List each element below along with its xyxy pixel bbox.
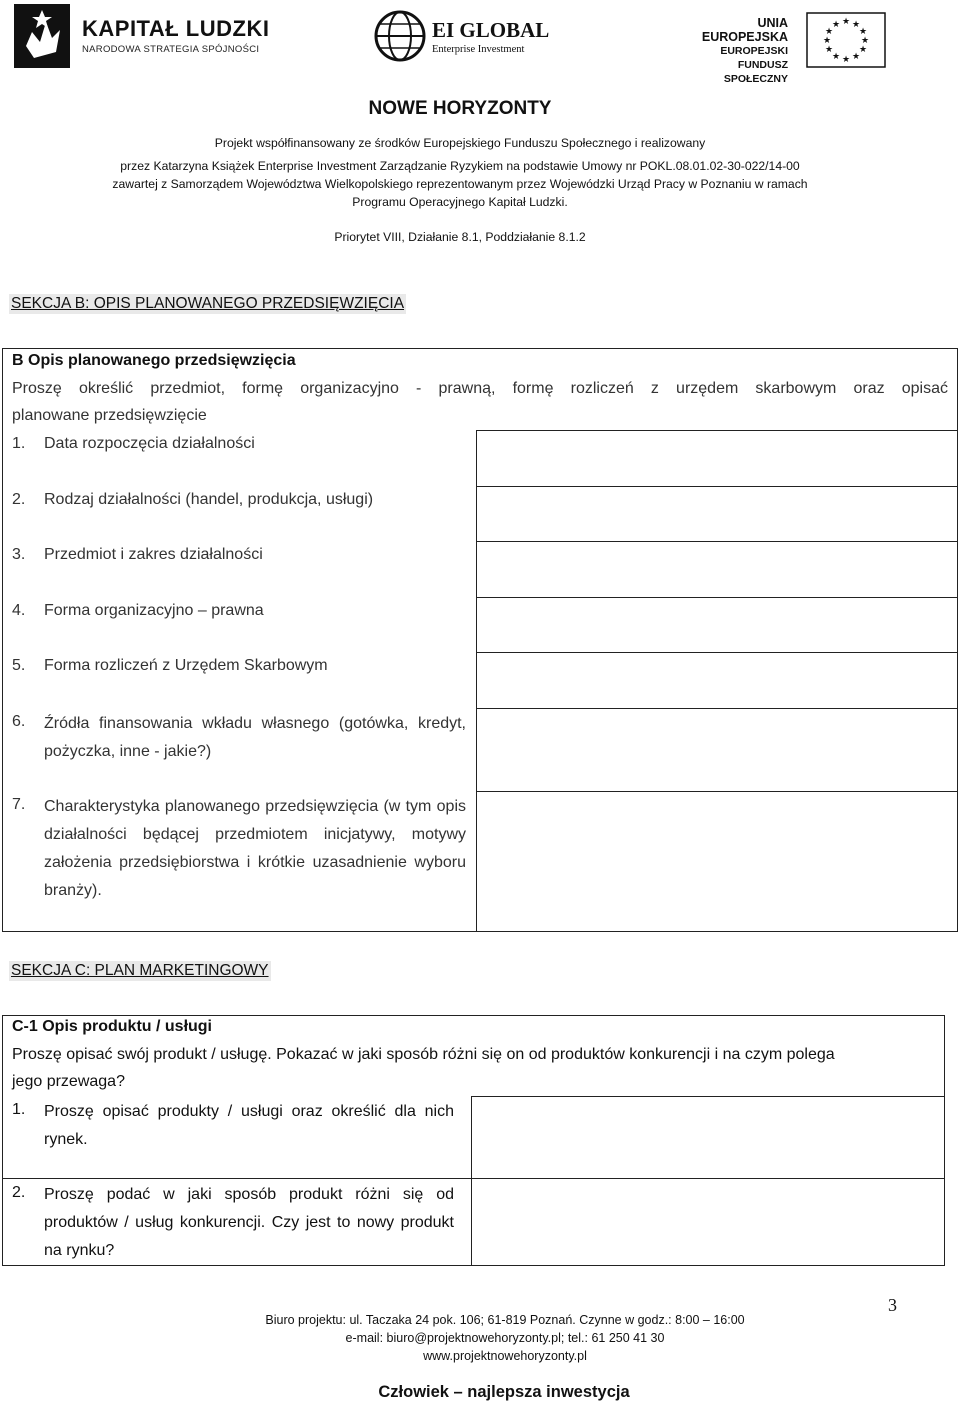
- row-divider: [471, 1096, 944, 1097]
- list-item: [12, 602, 25, 620]
- row-divider: [3, 1178, 944, 1179]
- priority-line: Priorytet VIII, Działanie 8.1, Poddziałanie 8.1.2: [334, 230, 586, 244]
- list-item: [12, 1101, 25, 1119]
- item-number: 7.: [12, 796, 26, 813]
- footer-contact: e-mail: biuro@projektnowehoryzonty.pl; tel.: 61 250 41 30: [345, 1331, 665, 1345]
- list-item: [12, 491, 25, 509]
- item-label: Forma rozliczeń z Urzędem Skarbowym: [44, 657, 328, 674]
- list-item: [12, 1184, 25, 1202]
- item-number: 2.: [12, 491, 26, 508]
- svg-text:★: ★: [858, 27, 868, 37]
- list-item: [12, 796, 25, 814]
- kapital-ludzki-logo: [12, 2, 270, 72]
- item-label: Przedmiot i zakres działalności: [44, 546, 263, 563]
- header-line-3: zawartej z Samorządem Województwa Wielkopolskiego reprezentowanym przez Wojewódzki Urząd Pracy w Poznaniu w ramach: [112, 177, 808, 191]
- item-label: Data rozpoczęcia działalności: [44, 435, 255, 452]
- svg-text:★: ★: [860, 36, 870, 46]
- answer-column-divider: [476, 430, 477, 931]
- svg-text:★: ★: [858, 45, 868, 55]
- section-c-intro-line2: jego przewaga?: [12, 1073, 125, 1090]
- section-c-box-title: C-1 Opis produktu / usługi: [12, 1018, 212, 1035]
- header-line-4: Programu Operacyjnego Kapitał Ludzki.: [352, 195, 568, 209]
- section-c-intro-line1: Proszę opisać swój produkt / usługę. Pokazać w jaki sposób różni się on od produktów konkurencji i na czym polega: [12, 1046, 835, 1063]
- section-b-heading: SEKCJA B: OPIS PLANOWANEGO PRZEDSIĘWZIĘCIA: [11, 295, 405, 312]
- eu-flag-icon: [806, 12, 886, 68]
- svg-text:★: ★: [831, 52, 841, 62]
- svg-text:★: ★: [822, 36, 832, 46]
- kapital-ludzki-title: KAPITAŁ LUDZKI: [82, 16, 270, 41]
- item-label: Proszę opisać produkty / usługi oraz określić dla nich rynek.: [44, 1103, 454, 1148]
- header-line-2: przez Katarzyna Książek Enterprise Investment Zarządzanie Ryzykiem na podstawie Umowy nr POKL.08.01.02-30-022/14-00: [120, 159, 800, 173]
- row-divider: [476, 597, 957, 598]
- kapital-ludzki-emblem-icon: [12, 2, 74, 70]
- item-number: 2.: [12, 1184, 26, 1201]
- svg-text:★: ★: [824, 27, 834, 37]
- answer-column-divider: [471, 1096, 472, 1265]
- item-label: Rodzaj działalności (handel, produkcja, usługi): [44, 491, 374, 508]
- svg-text:★: ★: [824, 45, 834, 55]
- item-number: 3.: [12, 546, 26, 563]
- item-number: 5.: [12, 657, 26, 674]
- unia-line1: UNIA EUROPEJSKA: [701, 16, 788, 44]
- row-divider: [476, 791, 957, 792]
- row-divider: [476, 708, 957, 709]
- item-number: 4.: [12, 602, 26, 619]
- row-divider: [476, 652, 957, 653]
- svg-text:★: ★: [851, 20, 861, 30]
- ei-global-subtitle: Enterprise Investment: [432, 44, 525, 55]
- item-label: Źródła finansowania wkładu własnego (gotówka, kredyt, pożyczka, inne - jakie?): [44, 715, 466, 760]
- svg-text:★: ★: [831, 20, 841, 30]
- unia-line2: EUROPEJSKI: [720, 45, 788, 57]
- project-title: NOWE HORYZONTY: [368, 98, 552, 119]
- list-item: [12, 435, 25, 453]
- page-number: 3: [888, 1295, 897, 1315]
- kapital-ludzki-subtitle: NARODOWA STRATEGIA SPÓJNOŚCI: [82, 44, 260, 55]
- list-item: [12, 546, 25, 564]
- footer-address: Biuro projektu: ul. Taczaka 24 pok. 106; 61-819 Poznań. Czynne w godz.: 8:00 – 16:00: [265, 1313, 745, 1327]
- unia-europejska-logo: [676, 12, 946, 85]
- item-label: Charakterystyka planowanego przedsięwzięcia (w tym opis działalności będącej przedmiotem inicjatywy, motywy założenia przedsiębiorstwa i krótkie uzasadnienie wyboru branży).: [44, 798, 466, 899]
- item-number: 6.: [12, 713, 26, 730]
- item-number: 1.: [12, 1101, 26, 1118]
- section-b-intro-line2: planowane przedsięwzięcie: [12, 407, 207, 424]
- list-item: [12, 713, 25, 731]
- list-item: [12, 657, 25, 675]
- globe-icon: [372, 8, 428, 64]
- section-c-table: [2, 1015, 945, 1266]
- footer-website: www.projektnowehoryzonty.pl: [423, 1349, 587, 1363]
- svg-text:★: ★: [851, 52, 861, 62]
- ei-global-logo: [372, 8, 550, 68]
- row-divider: [476, 430, 957, 431]
- item-label: Proszę podać w jaki sposób produkt różni się od produktów / usług konkurencji. Czy jest to nowy produkt na rynku?: [44, 1186, 454, 1259]
- section-c-heading: SEKCJA C: PLAN MARKETINGOWY: [11, 962, 269, 979]
- item-number: 1.: [12, 435, 26, 452]
- unia-line3: FUNDUSZ SPOŁECZNY: [723, 59, 788, 85]
- row-divider: [476, 486, 957, 487]
- footer-motto: Człowiek – najlepsza inwestycja: [378, 1383, 630, 1401]
- svg-text:★: ★: [841, 55, 851, 65]
- section-b-intro-line1: Proszę określić przedmiot, formę organizacyjno - prawną, formę rozliczeń z urzędem skarbowym oraz opisać: [12, 380, 948, 397]
- section-b-box-title: B Opis planowanego przedsięwzięcia: [12, 352, 296, 369]
- item-label: Forma organizacyjno – prawna: [44, 602, 264, 619]
- ei-global-title: EI GLOBAL: [432, 18, 550, 42]
- row-divider: [476, 541, 957, 542]
- svg-text:★: ★: [841, 17, 851, 27]
- unia-europejska-text: [676, 16, 788, 86]
- section-b-table: [2, 348, 958, 932]
- header-line-1: Projekt współfinansowany ze środków Europejskiego Funduszu Społecznego i realizowany: [214, 136, 706, 150]
